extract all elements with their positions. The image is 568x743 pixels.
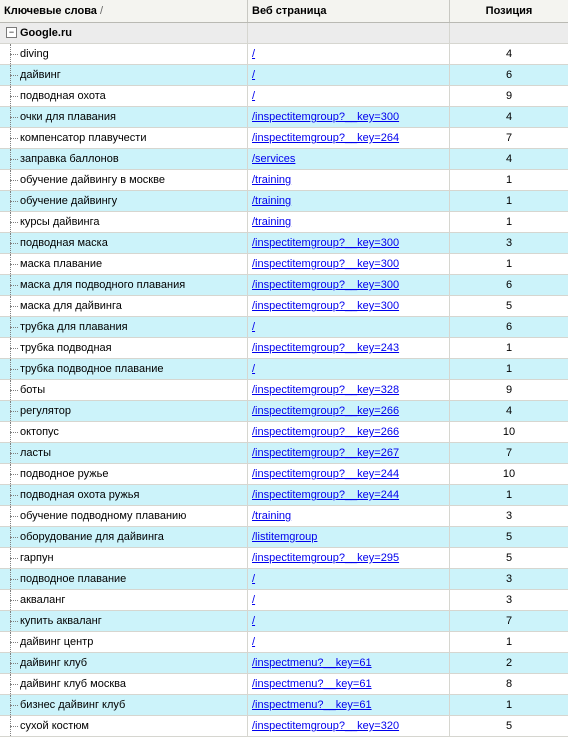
page-link[interactable]: /inspectitemgroup?__key=244 <box>252 489 400 501</box>
page-cell <box>248 632 450 652</box>
keyword-cell <box>0 632 248 652</box>
page-link[interactable]: /inspectitemgroup?__key=244 <box>252 468 400 480</box>
position-cell: 9 <box>505 90 513 102</box>
keyword-text: подводное ружье <box>20 468 109 480</box>
table-row[interactable] <box>0 338 568 359</box>
position-cell: 5 <box>505 552 513 564</box>
page-cell <box>248 443 450 463</box>
keyword-text: оборудование для дайвинга <box>20 531 164 543</box>
keyword-cell <box>0 359 248 379</box>
keyword-cell <box>0 569 248 589</box>
page-link[interactable]: /inspectitemgroup?__key=328 <box>252 384 400 396</box>
position-cell: 1 <box>505 342 513 354</box>
keyword-cell <box>0 443 248 463</box>
tree-line-icon <box>4 233 18 253</box>
tree-line-icon <box>4 695 18 715</box>
page-link[interactable]: /listitemgroup <box>252 531 318 543</box>
keyword-cell <box>0 128 248 148</box>
table-row[interactable] <box>0 695 568 716</box>
tree-line-icon <box>4 212 18 232</box>
table-row[interactable] <box>0 44 568 65</box>
keyword-text: дайвинг клуб <box>20 657 88 669</box>
page-cell <box>248 716 450 736</box>
position-cell: 10 <box>502 426 516 438</box>
position-cell: 5 <box>505 300 513 312</box>
page-cell <box>248 317 450 337</box>
keyword-text: маска для подводного плавания <box>20 279 186 291</box>
page-cell <box>248 275 450 295</box>
keyword-cell <box>0 506 248 526</box>
keyword-cell <box>0 296 248 316</box>
page-cell <box>248 485 450 505</box>
table-row[interactable] <box>0 212 568 233</box>
rows-container <box>0 44 568 737</box>
page-link[interactable]: /services <box>252 153 296 165</box>
page-link[interactable]: / <box>252 636 256 648</box>
tree-line-icon <box>4 338 18 358</box>
tree-line-icon <box>4 254 18 274</box>
position-cell: 4 <box>505 48 513 60</box>
keyword-cell <box>0 548 248 568</box>
keyword-text: купить акваланг <box>20 615 102 627</box>
table-row[interactable] <box>0 464 568 485</box>
table-row[interactable] <box>0 569 568 590</box>
keyword-text: сухой костюм <box>20 720 89 732</box>
keyword-text: октопус <box>20 426 59 438</box>
tree-line-icon <box>4 86 18 106</box>
page-link[interactable]: /inspectitemgroup?__key=300 <box>252 111 400 123</box>
keyword-cell <box>0 653 248 673</box>
keyword-cell <box>0 401 248 421</box>
keyword-cell <box>0 695 248 715</box>
position-cell: 8 <box>505 678 513 690</box>
table-row[interactable] <box>0 107 568 128</box>
table-row[interactable] <box>0 317 568 338</box>
column-header-keywords[interactable] <box>0 0 248 22</box>
tree-line-icon <box>4 506 18 526</box>
keyword-text: курсы дайвинга <box>20 216 100 228</box>
page-link[interactable]: /training <box>252 510 292 522</box>
page-link[interactable]: / <box>252 90 256 102</box>
keyword-text: подводная маска <box>20 237 108 249</box>
page-cell <box>248 86 450 106</box>
keyword-cell <box>0 422 248 442</box>
tree-line-icon <box>4 359 18 379</box>
keyword-text: обучение дайвингу <box>20 195 118 207</box>
table-row[interactable] <box>0 380 568 401</box>
keyword-text: дайвинг <box>20 69 61 81</box>
tree-line-icon <box>4 716 18 736</box>
keyword-cell <box>0 611 248 631</box>
keyword-cell <box>0 191 248 211</box>
table-row[interactable] <box>0 548 568 569</box>
keyword-cell <box>0 86 248 106</box>
page-cell <box>248 569 450 589</box>
page-cell <box>248 128 450 148</box>
group-page-cell <box>248 23 450 43</box>
tree-line-icon <box>4 653 18 673</box>
keyword-text: трубка подводное плавание <box>20 363 164 375</box>
table-row[interactable] <box>0 506 568 527</box>
keyword-cell <box>0 380 248 400</box>
keyword-text: трубка для плавания <box>20 321 128 333</box>
tree-line-icon <box>4 674 18 694</box>
tree-line-icon <box>4 548 18 568</box>
tree-line-icon <box>4 569 18 589</box>
position-cell: 5 <box>505 531 513 543</box>
group-position-cell <box>450 23 568 43</box>
keyword-text: подводное плавание <box>20 573 127 585</box>
position-cell: 1 <box>505 216 513 228</box>
page-link[interactable]: /inspectitemgroup?__key=264 <box>252 132 400 144</box>
keyword-cell <box>0 275 248 295</box>
table-row[interactable] <box>0 611 568 632</box>
group-row[interactable] <box>0 23 568 44</box>
page-link[interactable]: /inspectmenu?__key=61 <box>252 699 372 711</box>
column-header-keywords-label: Ключевые слова <box>4 5 97 17</box>
table-row[interactable] <box>0 170 568 191</box>
page-cell <box>248 590 450 610</box>
page-cell <box>248 65 450 85</box>
table-row[interactable] <box>0 590 568 611</box>
page-cell <box>248 233 450 253</box>
page-cell <box>248 254 450 274</box>
tree-line-icon <box>4 380 18 400</box>
page-link[interactable]: /inspectitemgroup?__key=266 <box>252 426 400 438</box>
table-row[interactable] <box>0 485 568 506</box>
page-link[interactable]: / <box>252 69 256 81</box>
page-link[interactable]: /training <box>252 216 292 228</box>
keyword-text: заправка баллонов <box>20 153 119 165</box>
page-cell <box>248 674 450 694</box>
keyword-text: ласты <box>20 447 51 459</box>
page-link[interactable]: /inspectitemgroup?__key=243 <box>252 342 400 354</box>
keyword-cell <box>0 527 248 547</box>
keyword-cell <box>0 149 248 169</box>
keyword-cell <box>0 674 248 694</box>
table-row[interactable] <box>0 422 568 443</box>
table-row[interactable] <box>0 716 568 737</box>
page-cell <box>248 695 450 715</box>
tree-line-icon <box>4 275 18 295</box>
page-cell <box>248 422 450 442</box>
position-cell: 1 <box>505 636 513 648</box>
position-cell: 4 <box>505 111 513 123</box>
position-cell: 4 <box>505 405 513 417</box>
column-header-page[interactable] <box>248 0 450 22</box>
keyword-cell <box>0 716 248 736</box>
position-cell: 1 <box>505 699 513 711</box>
page-link[interactable]: /inspectitemgroup?__key=300 <box>252 300 400 312</box>
page-cell <box>248 611 450 631</box>
page-cell <box>248 380 450 400</box>
position-cell: 3 <box>505 237 513 249</box>
keyword-cell <box>0 254 248 274</box>
page-cell <box>248 170 450 190</box>
table-row[interactable] <box>0 359 568 380</box>
position-cell: 1 <box>505 363 513 375</box>
keyword-text: подводная охота ружья <box>20 489 140 501</box>
page-link[interactable]: /inspectitemgroup?__key=300 <box>252 237 400 249</box>
keyword-cell <box>0 107 248 127</box>
keyword-text: гарпун <box>20 552 54 564</box>
tree-line-icon <box>4 170 18 190</box>
position-cell: 6 <box>505 279 513 291</box>
keyword-text: очки для плавания <box>20 111 116 123</box>
position-cell: 1 <box>505 489 513 501</box>
table-row[interactable] <box>0 65 568 86</box>
page-cell <box>248 548 450 568</box>
position-cell: 4 <box>505 153 513 165</box>
table-row[interactable] <box>0 443 568 464</box>
page-cell <box>248 401 450 421</box>
tree-line-icon <box>4 296 18 316</box>
page-link[interactable]: /inspectmenu?__key=61 <box>252 678 372 690</box>
page-cell <box>248 653 450 673</box>
keyword-text: маска для дайвинга <box>20 300 122 312</box>
keyword-cell <box>0 65 248 85</box>
position-cell: 1 <box>505 174 513 186</box>
collapse-toggle-icon[interactable]: − <box>6 27 17 38</box>
keyword-text: компенсатор плавучести <box>20 132 147 144</box>
tree-line-icon <box>4 590 18 610</box>
page-cell <box>248 527 450 547</box>
table-row[interactable] <box>0 191 568 212</box>
position-cell: 7 <box>505 447 513 459</box>
page-link[interactable]: / <box>252 573 256 585</box>
page-link[interactable]: /training <box>252 174 292 186</box>
keyword-text: акваланг <box>20 594 66 606</box>
keyword-text: трубка подводная <box>20 342 112 354</box>
tree-line-icon <box>4 317 18 337</box>
page-link[interactable]: /inspectitemgroup?__key=295 <box>252 552 400 564</box>
tree-line-icon <box>4 128 18 148</box>
keyword-text: дайвинг центр <box>20 636 94 648</box>
tree-line-icon <box>4 65 18 85</box>
table-row[interactable] <box>0 233 568 254</box>
tree-line-icon <box>4 485 18 505</box>
position-cell: 5 <box>505 720 513 732</box>
page-link[interactable]: /inspectmenu?__key=61 <box>252 657 372 669</box>
keyword-text: обучение подводному плаванию <box>20 510 187 522</box>
position-cell: 3 <box>505 510 513 522</box>
page-link[interactable]: /inspectitemgroup?__key=267 <box>252 447 400 459</box>
keyword-cell <box>0 464 248 484</box>
page-link[interactable]: /inspectitemgroup?__key=300 <box>252 258 400 270</box>
tree-line-icon <box>4 611 18 631</box>
table-row[interactable] <box>0 275 568 296</box>
page-cell <box>248 338 450 358</box>
keyword-text: подводная охота <box>20 90 106 102</box>
tree-line-icon <box>4 191 18 211</box>
tree-line-icon <box>4 632 18 652</box>
keyword-cell <box>0 338 248 358</box>
page-link[interactable]: / <box>252 594 256 606</box>
tree-line-icon <box>4 422 18 442</box>
page-link[interactable]: /inspectitemgroup?__key=320 <box>252 720 400 732</box>
keyword-cell <box>0 233 248 253</box>
position-cell: 10 <box>502 468 516 480</box>
table-row[interactable] <box>0 86 568 107</box>
page-cell <box>248 107 450 127</box>
table-row[interactable] <box>0 632 568 653</box>
table-row[interactable] <box>0 128 568 149</box>
column-header-position[interactable] <box>450 0 568 22</box>
tree-line-icon <box>4 527 18 547</box>
position-cell: 2 <box>505 657 513 669</box>
page-link[interactable]: / <box>252 48 256 60</box>
position-cell: 1 <box>505 258 513 270</box>
keyword-text: diving <box>20 48 49 60</box>
page-cell <box>248 212 450 232</box>
table-row[interactable] <box>0 674 568 695</box>
table-row[interactable] <box>0 527 568 548</box>
page-cell <box>248 191 450 211</box>
tree-line-icon <box>4 443 18 463</box>
tree-line-icon <box>4 107 18 127</box>
position-cell: 1 <box>505 195 513 207</box>
keyword-text: дайвинг клуб москва <box>20 678 126 690</box>
keyword-cell <box>0 44 248 64</box>
table-row[interactable] <box>0 296 568 317</box>
keyword-text: бизнес дайвинг клуб <box>20 699 126 711</box>
page-link[interactable]: / <box>252 615 256 627</box>
page-cell <box>248 359 450 379</box>
page-link[interactable]: / <box>252 363 256 375</box>
header-row <box>0 0 568 23</box>
keyword-cell <box>0 212 248 232</box>
position-cell: 6 <box>505 321 513 333</box>
keyword-cell <box>0 590 248 610</box>
page-link[interactable]: /training <box>252 195 292 207</box>
column-header-page-label: Веб страница <box>252 5 327 17</box>
table-row[interactable] <box>0 254 568 275</box>
position-cell: 3 <box>505 594 513 606</box>
tree-line-icon <box>4 464 18 484</box>
page-cell <box>248 44 450 64</box>
group-cell <box>0 23 248 43</box>
table-row[interactable] <box>0 653 568 674</box>
page-cell <box>248 296 450 316</box>
tree-line-icon <box>4 44 18 64</box>
sort-indicator-icon: / <box>99 5 103 17</box>
keyword-cell <box>0 485 248 505</box>
position-cell: 9 <box>505 384 513 396</box>
keyword-text: обучение дайвингу в москве <box>20 174 165 186</box>
page-link[interactable]: /inspectitemgroup?__key=300 <box>252 279 400 291</box>
position-cell: 6 <box>505 69 513 81</box>
page-cell <box>248 506 450 526</box>
keyword-text: маска плавание <box>20 258 103 270</box>
table-row[interactable] <box>0 401 568 422</box>
keyword-cell <box>0 317 248 337</box>
keyword-cell <box>0 170 248 190</box>
tree-line-icon <box>4 149 18 169</box>
position-cell: 7 <box>505 615 513 627</box>
tree-line-icon <box>4 401 18 421</box>
column-header-position-label: Позиция <box>485 5 533 17</box>
group-name: Google.ru <box>20 27 72 39</box>
page-cell <box>248 464 450 484</box>
page-link[interactable]: /inspectitemgroup?__key=266 <box>252 405 400 417</box>
page-cell <box>248 149 450 169</box>
position-cell: 3 <box>505 573 513 585</box>
position-cell: 7 <box>505 132 513 144</box>
page-link[interactable]: / <box>252 321 256 333</box>
table-row[interactable] <box>0 149 568 170</box>
keyword-text: регулятор <box>20 405 72 417</box>
keyword-text: боты <box>20 384 46 396</box>
